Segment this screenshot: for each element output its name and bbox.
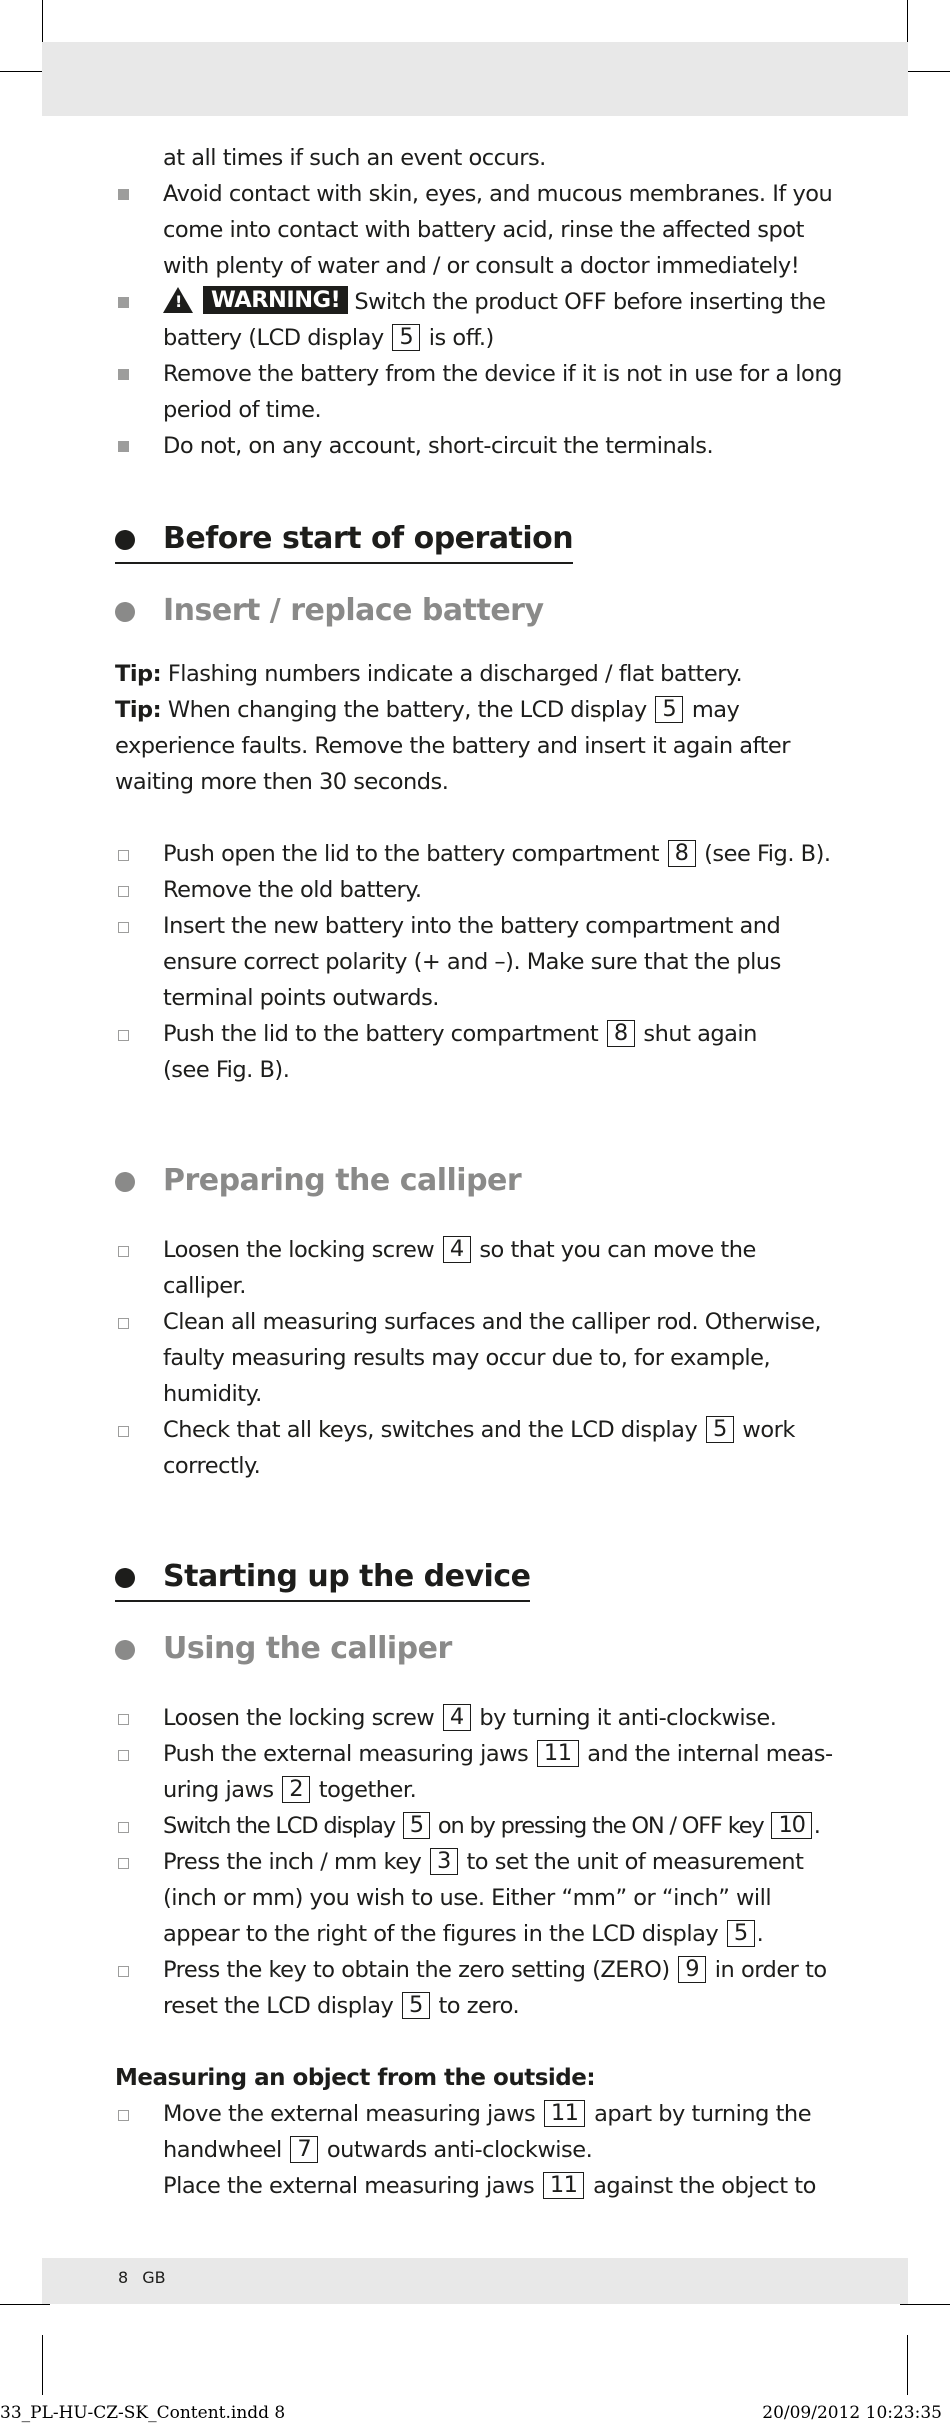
bullet-dot-icon <box>115 1640 135 1660</box>
measuring-heading: Measuring an object from the outside: <box>115 2065 596 2091</box>
ref-box: 7 <box>290 2136 318 2163</box>
crop-mark <box>42 2335 43 2395</box>
page-footer <box>118 2268 180 2287</box>
step-item: Push the lid to the battery compartment 8 shut again (see Fig. B). <box>163 1020 757 1083</box>
ref-box: 5 <box>392 324 420 351</box>
crop-mark <box>907 2335 908 2395</box>
tip-1: Tip: Flashing numbers indicate a discharged / flat battery. <box>115 661 743 687</box>
ref-box: 5 <box>727 1920 755 1947</box>
ref-box: 9 <box>678 1956 706 1983</box>
continued-line: at all times if such an event occurs. <box>163 145 546 171</box>
header-band <box>42 42 908 116</box>
page-content <box>115 140 845 2204</box>
ref-box: 5 <box>706 1416 734 1443</box>
bullet-dot-icon <box>115 530 135 550</box>
crop-mark <box>900 2304 950 2305</box>
ref-box: 8 <box>668 840 696 867</box>
subsection-heading-using: Using the calliper <box>115 1628 845 1670</box>
step-item: Loosen the locking screw 4 by turning it anti-clockwise. <box>163 1704 777 1731</box>
warning-label: WARNING! <box>203 286 348 314</box>
page-number: 8 <box>118 2268 129 2287</box>
section-heading-starting: Starting up the device <box>115 1556 530 1602</box>
date-slug: 20/09/2012 10:23:35 <box>762 2403 942 2423</box>
ref-box: 5 <box>403 1812 430 1839</box>
ref-box: 8 <box>607 1020 635 1047</box>
crop-mark <box>0 2304 50 2305</box>
step-item: Remove the old battery. <box>163 877 422 903</box>
ref-box: 5 <box>402 1992 430 2019</box>
warning-badge <box>163 286 348 314</box>
step-item: Insert the new battery into the battery compartment and ensure correct polarity (+ and –). Make sure that the plus terminal points outwards. <box>163 913 781 1011</box>
step-item: Push the external measuring jaws 11 and the internal meas-uring jaws 2 together. <box>163 1740 833 1803</box>
section-heading-before-operation: Before start of operation <box>115 518 573 564</box>
step-item: Move the external measuring jaws 11 apart by turning the handwheel 7 outwards anti-clockwise. <box>163 2100 812 2163</box>
ref-box: 11 <box>537 1740 579 1767</box>
bullet-dot-icon <box>115 1568 135 1588</box>
file-slug: 33_PL-HU-CZ-SK_Content.indd 8 <box>0 2403 286 2423</box>
step-item: Switch the LCD display 5 on by pressing the ON / OFF key 10 . <box>163 1812 820 1839</box>
step-item: Loosen the locking screw 4 so that you can move the calliper. <box>163 1236 756 1299</box>
subsection-heading-preparing: Preparing the calliper <box>115 1160 845 1202</box>
step-item: Press the inch / mm key 3 to set the unit of measurement (inch or mm) you wish to use. Either “mm” or “inch” will appear to the right of the figures in the LCD display 5 . <box>163 1848 804 1947</box>
tip-2: Tip: When changing the battery, the LCD display 5 may experience faults. Remove the battery and insert it again after waiting more then 30 seconds. <box>115 696 790 795</box>
warning-triangle-icon: ! <box>163 287 193 313</box>
list-item: Remove the battery from the device if it is not in use for a long period of time. <box>163 361 842 423</box>
ref-box: 4 <box>443 1236 471 1263</box>
step-continuation: Place the external measuring jaws 11 against the object to <box>163 2172 816 2199</box>
language-code: GB <box>142 2268 166 2287</box>
list-item-warning: ! WARNING! Switch the product OFF before inserting the battery (LCD display 5 is off.) <box>163 287 826 351</box>
ref-box: 10 <box>771 1812 811 1839</box>
list-item: Do not, on any account, short-circuit the terminals. <box>163 433 714 459</box>
ref-box: 2 <box>282 1776 310 1803</box>
step-item: Press the key to obtain the zero setting (ZERO) 9 in order to reset the LCD display 5 to zero. <box>163 1956 827 2019</box>
bullet-dot-icon <box>115 1172 135 1192</box>
step-item: Push open the lid to the battery compartment 8 (see Fig. B). <box>163 840 831 867</box>
step-item: Check that all keys, switches and the LCD display 5 work correctly. <box>163 1416 795 1479</box>
ref-box: 4 <box>443 1704 471 1731</box>
bullet-dot-icon <box>115 602 135 622</box>
subsection-heading-battery: Insert / replace battery <box>115 590 845 632</box>
step-item: Clean all measuring surfaces and the calliper rod. Otherwise, faulty measuring results may occur due to, for example, humidity. <box>163 1309 822 1407</box>
ref-box: 11 <box>543 2172 585 2199</box>
ref-box: 11 <box>544 2100 586 2127</box>
ref-box: 3 <box>430 1848 458 1875</box>
list-item: Avoid contact with skin, eyes, and mucous membranes. If you come into contact with battery acid, rinse the affected spot with plenty of water and / or consult a doctor immediately! <box>163 181 833 279</box>
ref-box: 5 <box>655 696 683 723</box>
